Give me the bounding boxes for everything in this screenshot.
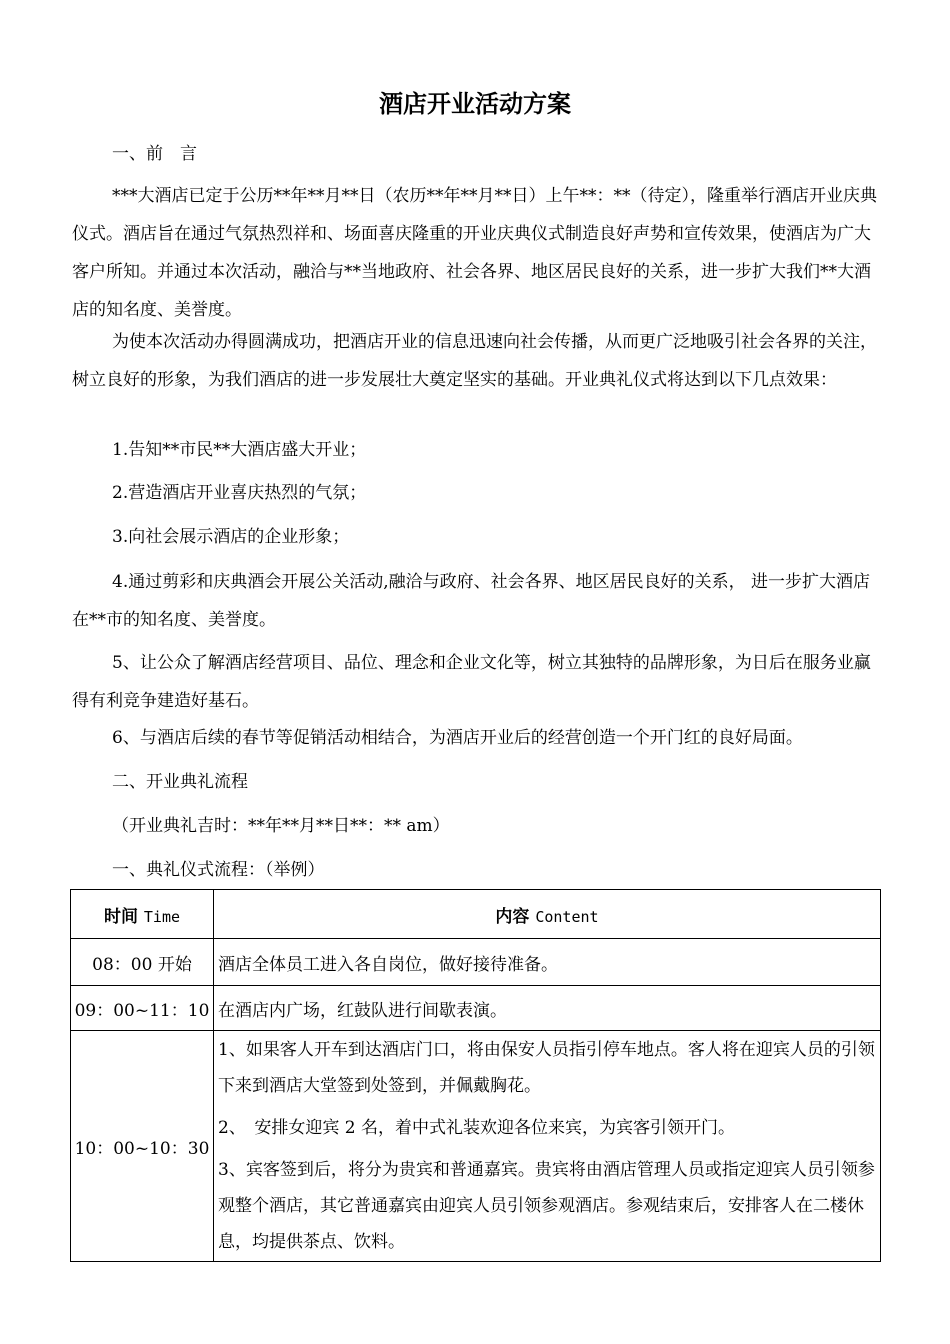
goal-item: 5、让公众了解酒店经营项目、品位、理念和企业文化等，树立其独特的品牌形象，为日后在服务业赢得有利竞争建造好基石。 bbox=[72, 653, 871, 711]
section-heading-flow: 二、开业典礼流程 bbox=[112, 772, 248, 792]
table-row bbox=[71, 986, 880, 1031]
content-cell: 酒店全体员工进入各自岗位，做好接待准备。 bbox=[214, 939, 880, 986]
goal-item: 3.向社会展示酒店的企业形象； bbox=[112, 527, 350, 547]
time-cell: 09：00~11：10 bbox=[71, 986, 214, 1031]
content-line: 3、宾客签到后，将分为贵宾和普通嘉宾。贵宾将由酒店管理人员或指定迎宾人员引领参观整个酒店，其它普通嘉宾由迎宾人员引领参观酒店。参观结束后，安排客人在二楼休息，均提供茶点、饮料。 bbox=[218, 1160, 875, 1252]
schedule-table bbox=[70, 889, 881, 1262]
section-heading-preface: 一、前 言 bbox=[112, 144, 197, 164]
goals-paragraph: 为使本次活动办得圆满成功，把酒店开业的信息迅速向社会传播，从而更广泛地吸引社会各界的关注，树立良好的形象，为我们酒店的进一步发展壮大奠定坚实的基础。开业典礼仪式将达到以下几点效果： bbox=[72, 332, 877, 390]
header-content: 内容 Content bbox=[214, 890, 880, 939]
ceremony-time: （开业典礼吉时：**年**月**日**：** am） bbox=[112, 816, 450, 836]
content-cell: 在酒店内广场，红鼓队进行间歇表演。 bbox=[214, 986, 880, 1031]
goal-item: 2.营造酒店开业喜庆热烈的气氛； bbox=[112, 483, 367, 503]
goal-item: 1.告知**市民**大酒店盛大开业； bbox=[112, 440, 367, 460]
intro-paragraph: ***大酒店已定于公历**年**月**日（农历**年**月**日）上午**：**（待定），隆重举行酒店开业庆典仪式。酒店旨在通过气氛热烈祥和、场面喜庆隆重的开业庆典仪式制造良好声势和宣传效果，使酒店为广大客户所知。并通过本次活动，融洽与**当地政府、社会各界、地区居民良好的关系，进一步扩大我们**大酒店的知名度、美誉度。 bbox=[72, 186, 877, 320]
goal-item: 4.通过剪彩和庆典酒会开展公关活动,融洽与政府、社会各界、地区居民良好的关系， 进一步扩大酒店在**市的知名度、美誉度。 bbox=[72, 572, 871, 630]
time-cell: 10：00~10：30 bbox=[71, 1031, 214, 1261]
content-cell bbox=[214, 1031, 880, 1261]
table-row bbox=[71, 1031, 880, 1261]
time-cell: 08：00 开始 bbox=[71, 939, 214, 986]
goal-item: 6、与酒店后续的春节等促销活动相结合，为酒店开业后的经营创造一个开门红的良好局面。 bbox=[112, 728, 803, 748]
header-time: 时间 Time bbox=[71, 890, 214, 939]
content-line: 2、 安排女迎宾 2 名，着中式礼装欢迎各位来宾，为宾客引领开门。 bbox=[218, 1118, 735, 1138]
table-header-row bbox=[71, 890, 880, 939]
content-line: 1、如果客人开车到达酒店门口，将由保安人员指引停车地点。客人将在迎宾人员的引领下来到酒店大堂签到处签到，并佩戴胸花。 bbox=[218, 1040, 875, 1096]
document-title: 酒店开业活动方案 bbox=[379, 90, 571, 118]
flow-subheading: 一、典礼仪式流程：（举例） bbox=[112, 860, 325, 880]
table-row bbox=[71, 939, 880, 986]
